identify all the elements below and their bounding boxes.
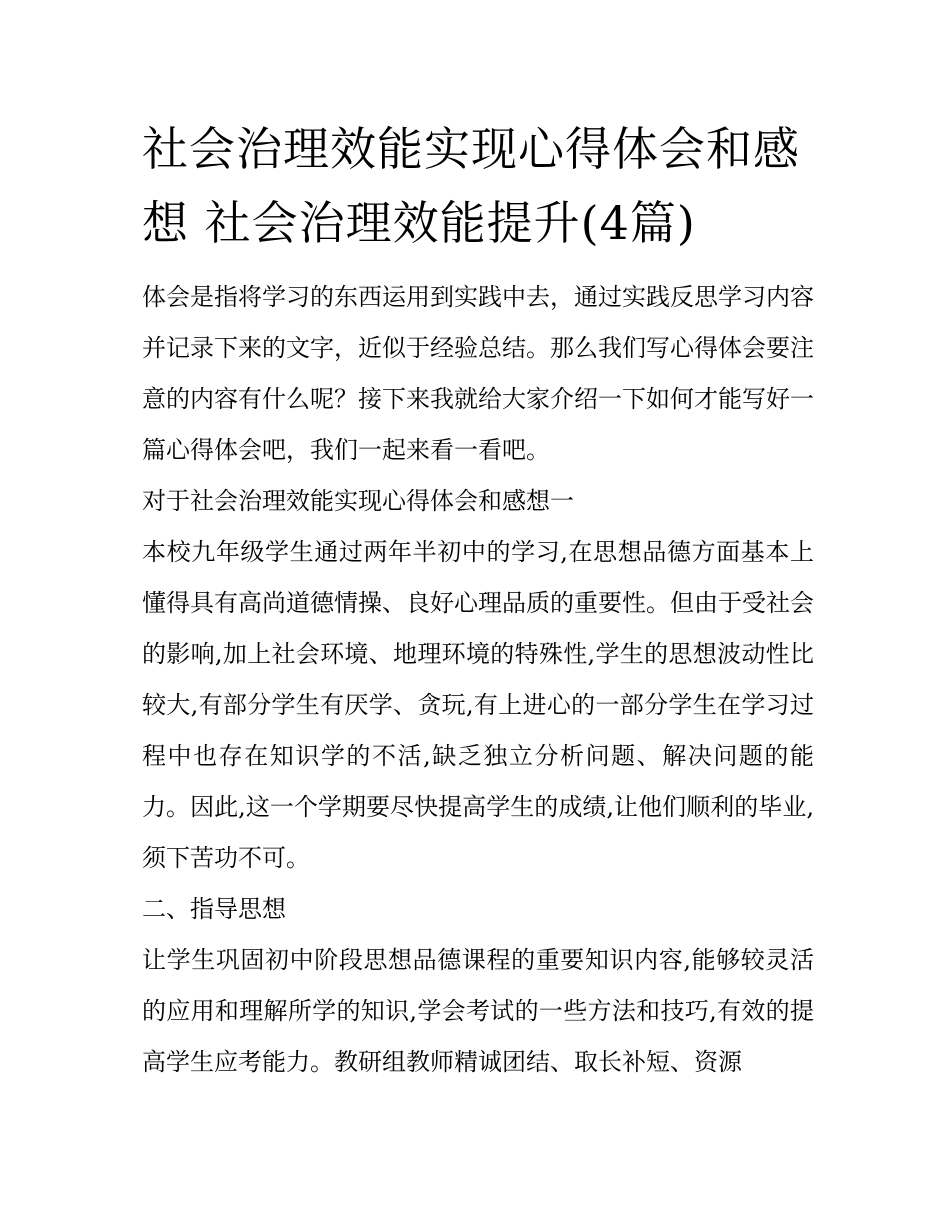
section-heading-guiding-ideology: 二、指导思想 xyxy=(142,895,286,923)
document-title: 社会治理效能实现心得体会和感想 社会治理效能提升(4篇) xyxy=(142,122,800,250)
intro-paragraph: 体会是指将学习的东西运用到实践中去，通过实践反思学习内容并记录下来的文字，近似于经验总结。那么我们写心得体会要注意的内容有什么呢？接下来我就给大家介绍一下如何才能写好一篇心得体会吧，我们一起来看一看吧。 xyxy=(142,283,814,464)
body-paragraph-1: 本校九年级学生通过两年半初中的学习,在思想品德方面基本上懂得具有高尚道德情操、良好心理品质的重要性。但由于受社会的影响,加上社会环境、地理环境的特殊性,学生的思想波动性比较大,有部分学生有厌学、贪玩,有上进心的一部分学生在学习过程中也存在知识学的不活,缺乏独立分析问题、解决问题的能力。因此,这一个学期要尽快提高学生的成绩,让他们顺利的毕业,须下苦功不可。 xyxy=(142,538,814,872)
body-paragraph-2: 让学生巩固初中阶段思想品德课程的重要知识内容,能够较灵活的应用和理解所学的知识,学会考试的一些方法和技巧,有效的提高学生应考能力。教研组教师精诚团结、取长补短、资源 xyxy=(142,946,814,1076)
section-title: 对于社会治理效能实现心得体会和感想一 xyxy=(142,487,574,515)
document-page xyxy=(142,112,814,1088)
